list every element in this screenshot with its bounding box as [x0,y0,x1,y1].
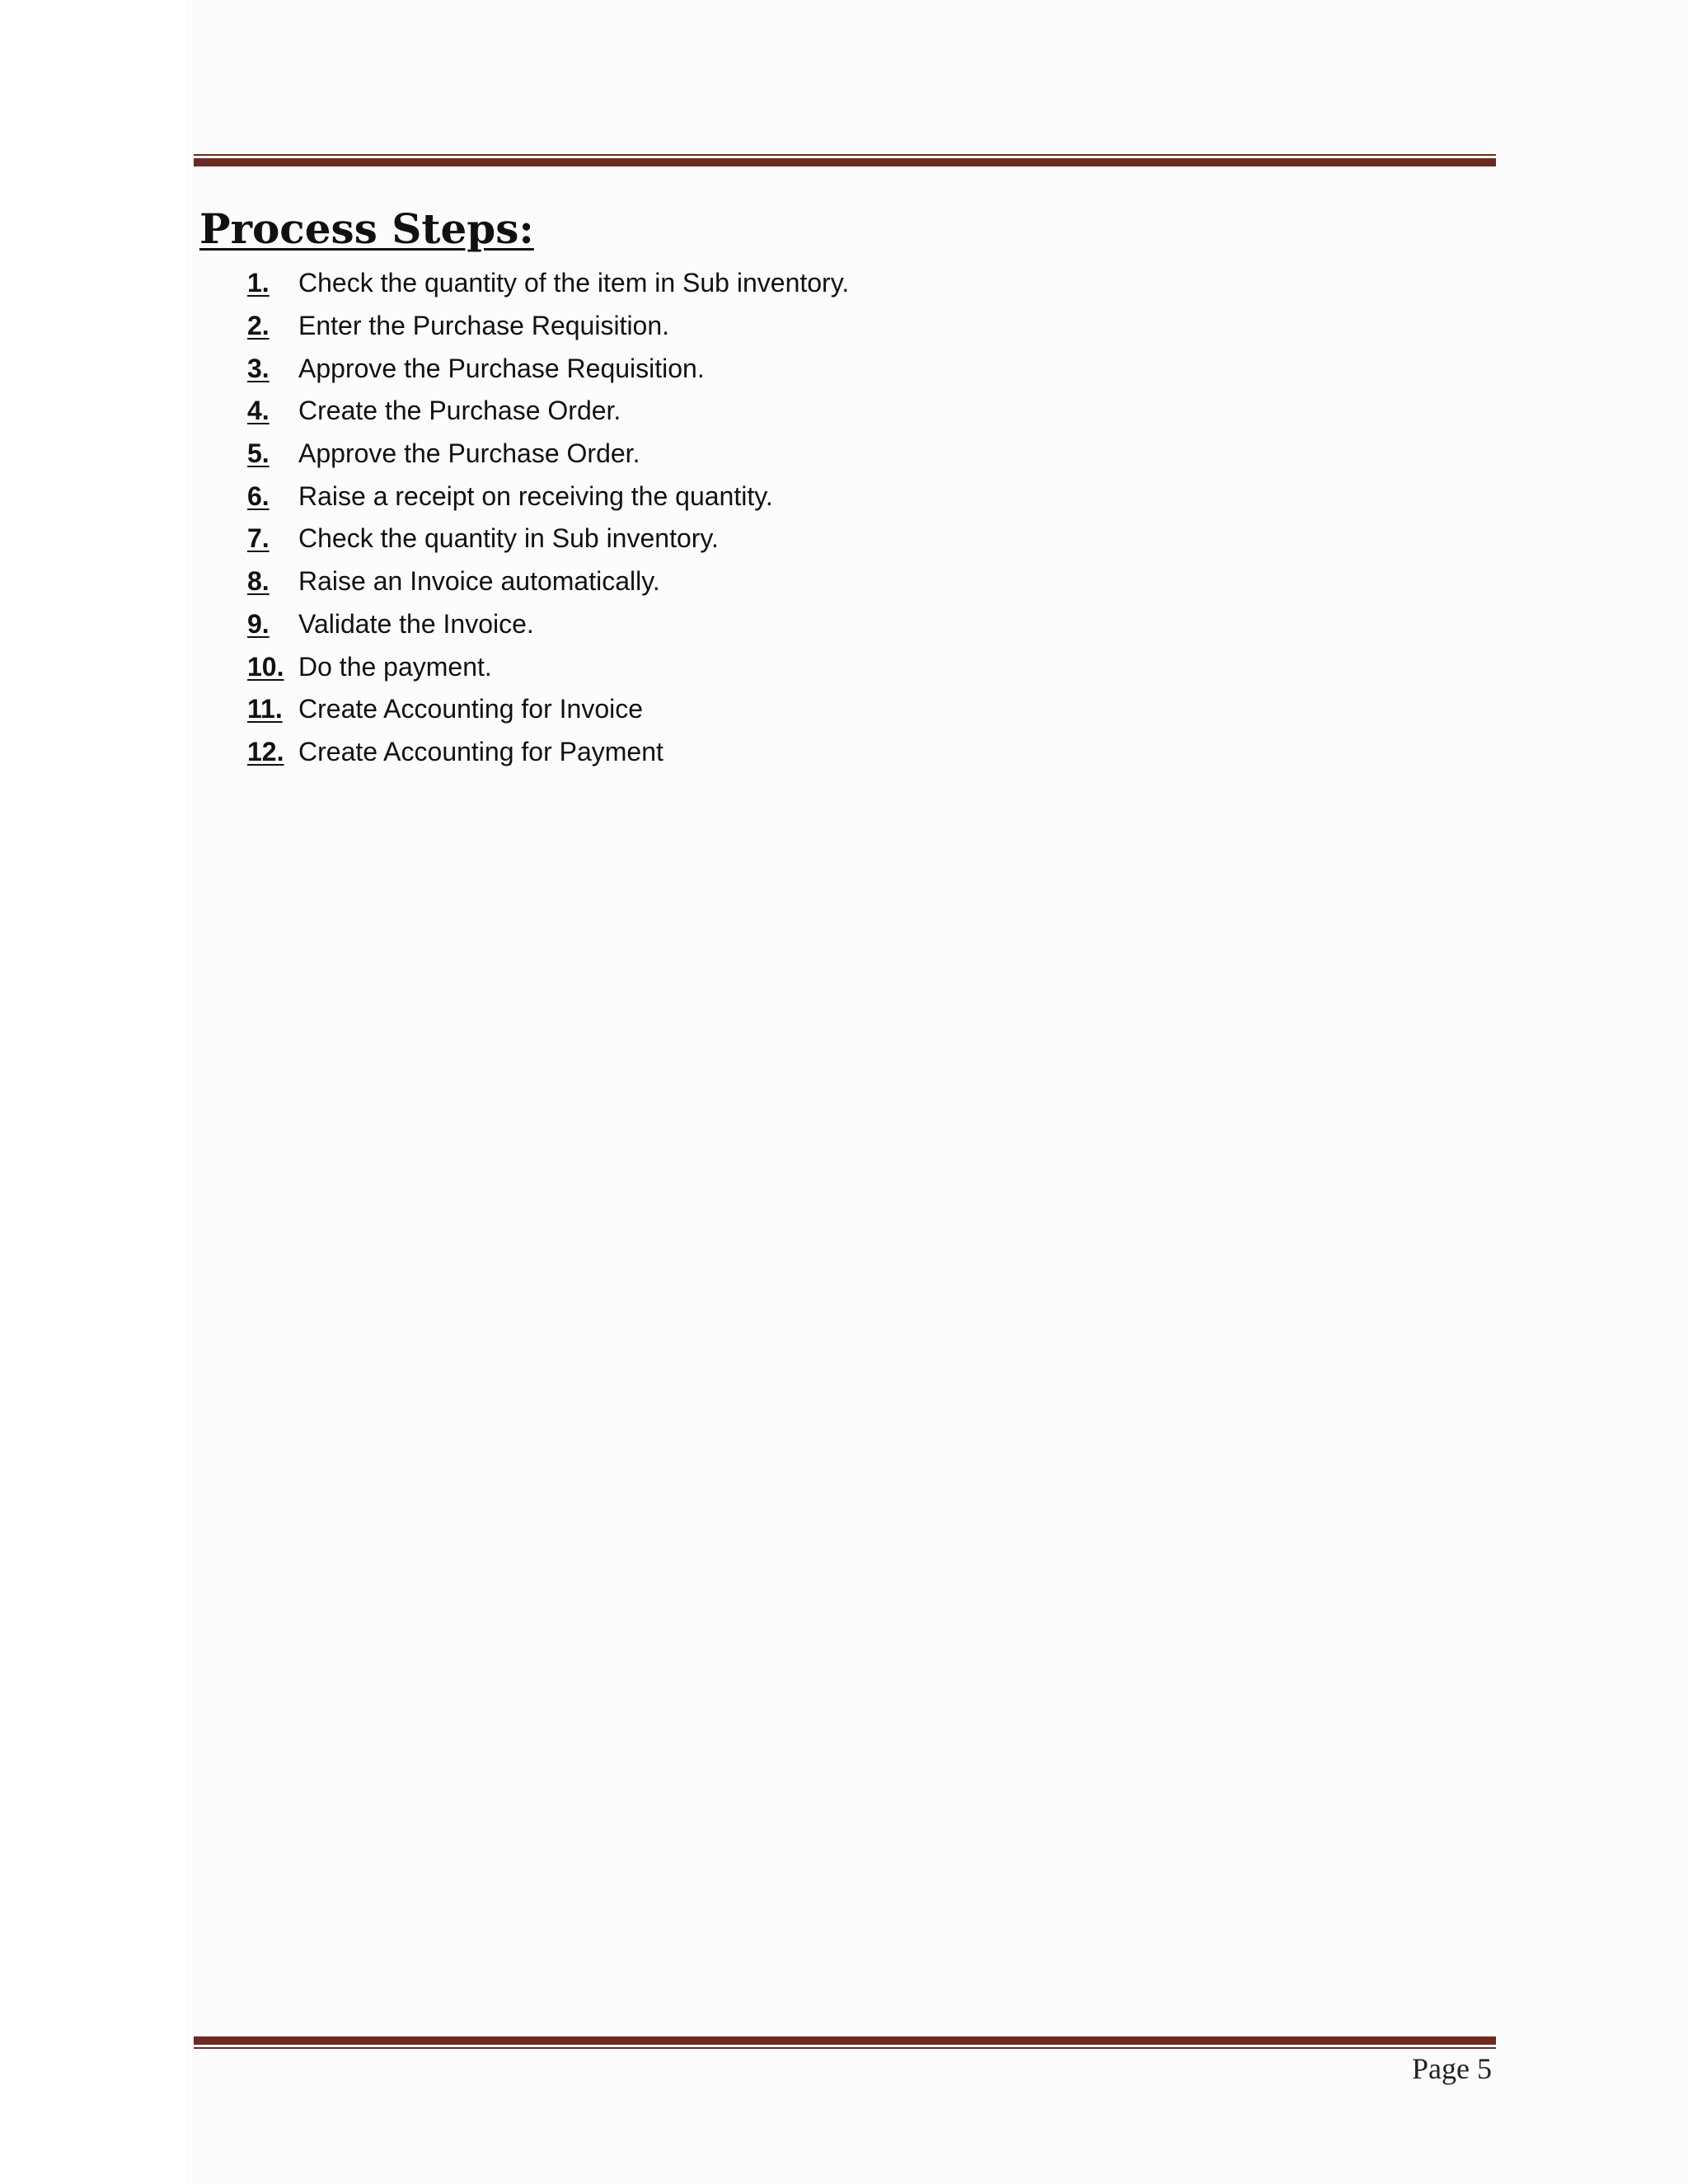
list-item [247,390,849,433]
step-number: 10. [247,651,284,682]
list-item [247,475,849,518]
process-steps-list [247,262,849,773]
step-text: Check the quantity of the item in Sub inventory. [298,268,850,298]
step-number: 6. [247,480,270,511]
step-number: 4. [247,396,270,426]
step-number: 7. [247,523,270,554]
header-rule [194,154,1496,166]
step-text: Raise a receipt on receiving the quantity. [298,480,773,511]
list-item [247,433,849,476]
step-text: Check the quantity in Sub inventory. [298,523,719,554]
step-number: 5. [247,438,270,469]
page-number: Page 5 [1412,2052,1492,2085]
step-text: Approve the Purchase Order. [298,438,640,469]
list-item [247,305,849,348]
step-text: Enter the Purchase Requisition. [298,311,670,341]
step-text: Raise an Invoice automatically. [298,566,660,597]
step-text: Create Accounting for Payment [298,736,663,766]
page-title: Process Steps: [199,204,534,253]
footer-rule [194,2036,1496,2049]
step-text: Validate the Invoice. [298,608,534,639]
list-item [247,518,849,560]
step-text: Create the Purchase Order. [298,396,621,426]
step-text: Approve the Purchase Requisition. [298,353,705,383]
step-text: Create Accounting for Invoice [298,694,644,724]
step-text: Do the payment. [298,651,492,682]
step-number: 11. [247,694,283,724]
step-number: 2. [247,311,270,341]
list-item [247,603,849,646]
list-item [247,262,849,305]
step-number: 9. [247,608,270,639]
list-item [247,347,849,390]
list-item [247,731,849,774]
step-number: 3. [247,353,270,383]
list-item [247,688,849,731]
step-number: 12. [247,736,284,766]
step-number: 8. [247,566,270,597]
list-item [247,645,849,688]
step-number: 1. [247,268,270,298]
list-item [247,560,849,603]
